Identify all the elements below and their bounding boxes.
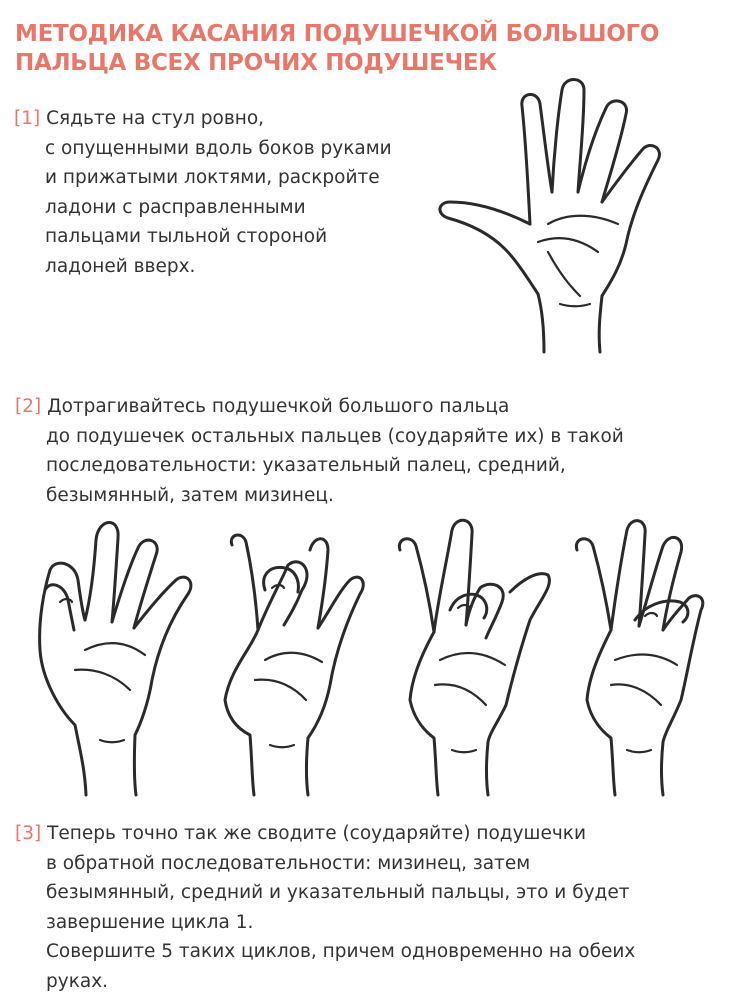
step-3-line-1: [3] Теперь точно так же сводите (соударяйте) подушечки [15,823,586,844]
step-2 [15,392,624,510]
step-2-line-1: [2] Дотрагивайтесь подушечкой большого пальца [15,396,510,417]
title-line-1: МЕТОДИКА КАСАНИЯ ПОДУШЕЧКОЙ БОЛЬШОГО [15,21,660,47]
step-1-line-6: ладоней вверх. [45,255,196,277]
step-1-line-1: [1] Сядьте на стул ровно, [14,108,265,129]
step-3-line-6: руках. [46,970,109,992]
step-3-number: [3] [15,823,42,844]
thumb-touches-index-icon [30,510,195,800]
step-3-line-5: Совершите 5 таких циклов, причем одновременно на обеих [46,941,636,962]
step-2-line-3: последовательности: указательный палец, средний, [46,455,566,476]
step-1-line-3: и прижатыми локтями, раскройте [45,167,380,188]
step-2-number: [2] [15,396,42,417]
page-title [15,20,715,78]
open-palm-hand-icon [430,74,670,356]
step-3-line-2: в обратной последовательности: мизинец, затем [46,852,531,874]
step-1-line-5: пальцами тыльной стороной [45,226,328,247]
title-line-2: ПАЛЬЦА ВСЕХ ПРОЧИХ ПОДУШЕЧЕК [15,50,497,76]
thumb-touches-pinky-icon [565,510,720,800]
step-1-line-4: ладони с расправленными [45,196,306,218]
step-2-line-2: до подушечек остальных пальцев (соударяйте их) в такой [46,425,624,447]
step-1-number: [1] [14,108,41,129]
thumb-touches-ring-icon [390,510,555,800]
step-2-line-4: безымянный, затем мизинец. [46,484,334,506]
step-1 [14,104,392,281]
step-3-line-4: завершение цикла 1. [46,911,254,933]
step-3 [15,819,635,996]
step-1-line-2: с опущенными вдоль боков руками [45,137,392,159]
thumb-touches-middle-icon [210,510,365,800]
step-3-line-3: безымянный, средний и указательный пальцы, это и будет [46,882,630,903]
